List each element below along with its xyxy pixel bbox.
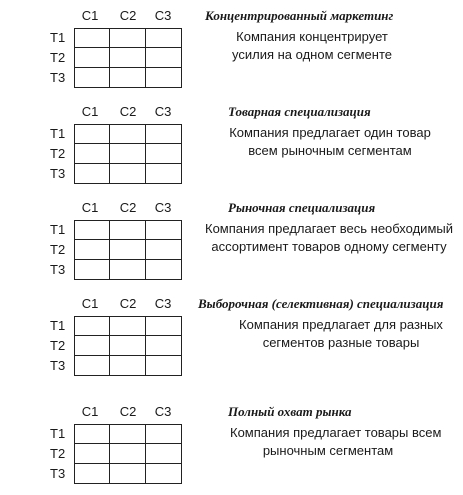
grid-cell (75, 48, 110, 67)
segment-grid (74, 124, 182, 184)
segment-grid (74, 316, 182, 376)
segment-grid (74, 424, 182, 484)
grid-cell (110, 125, 145, 144)
column-header: C3 (154, 296, 172, 311)
grid-cell (110, 356, 145, 375)
row-header: T1 (50, 426, 66, 441)
column-header: C2 (119, 404, 137, 419)
grid-cell (75, 144, 110, 163)
grid-cell (110, 164, 145, 183)
column-header: C3 (154, 404, 172, 419)
column-header: C1 (81, 200, 99, 215)
strategy-description: рыночным сегментам (262, 443, 394, 458)
grid-cell (146, 336, 181, 355)
strategy-title: Товарная специализация (228, 104, 371, 119)
grid-cell (146, 164, 181, 183)
row-header: T3 (50, 466, 66, 481)
grid-cell (146, 444, 181, 463)
row-header: T3 (50, 166, 66, 181)
grid-cell (146, 144, 181, 163)
grid-cell (146, 221, 181, 240)
strategy-description: Компания предлагает товары всем (230, 425, 442, 440)
grid-cell (110, 464, 145, 483)
grid-cell (110, 29, 145, 48)
grid-cell (110, 240, 145, 259)
row-header: T1 (50, 222, 66, 237)
grid-cell (75, 125, 110, 144)
grid-cell (146, 425, 181, 444)
grid-cell (110, 48, 145, 67)
grid-cell (146, 48, 181, 67)
strategy-description: Компания предлагает для разных (239, 317, 443, 332)
grid-cell (110, 336, 145, 355)
segment-grid (74, 220, 182, 280)
grid-cell (146, 464, 181, 483)
strategy-title: Выборочная (селективная) специализация (198, 296, 444, 311)
segment-grid (74, 28, 182, 88)
strategy-description: Компания концентрирует (236, 29, 388, 44)
column-header: C1 (81, 404, 99, 419)
grid-cell (75, 164, 110, 183)
column-header: C1 (81, 296, 99, 311)
row-header: T2 (50, 242, 66, 257)
row-header: T2 (50, 50, 66, 65)
column-header: C2 (119, 200, 137, 215)
strategy-title: Полный охват рынка (228, 404, 352, 419)
strategy-title: Рыночная специализация (228, 200, 376, 215)
grid-cell (146, 317, 181, 336)
column-header: C2 (119, 104, 137, 119)
grid-cell (75, 425, 110, 444)
row-header: T1 (50, 126, 66, 141)
grid-cell (110, 317, 145, 336)
grid-cell (75, 464, 110, 483)
grid-cell (75, 444, 110, 463)
column-header: C2 (119, 296, 137, 311)
grid-cell (110, 425, 145, 444)
strategy-description: Компания предлагает один товар (229, 125, 431, 140)
row-header: T3 (50, 262, 66, 277)
grid-cell (146, 260, 181, 279)
grid-cell (146, 356, 181, 375)
row-header: T2 (50, 338, 66, 353)
column-header: C3 (154, 8, 172, 23)
row-header: T1 (50, 318, 66, 333)
grid-cell (75, 356, 110, 375)
grid-cell (75, 68, 110, 87)
row-header: T3 (50, 70, 66, 85)
column-header: C1 (81, 8, 99, 23)
strategy-description: сегментов разные товары (262, 335, 420, 350)
grid-cell (146, 29, 181, 48)
strategy-title: Концентрированный маркетинг (205, 8, 394, 23)
strategy-description: всем рыночным сегментам (248, 143, 412, 158)
column-header: C3 (154, 104, 172, 119)
strategy-description: ассортимент товаров одному сегменту (211, 239, 447, 254)
row-header: T1 (50, 30, 66, 45)
grid-cell (75, 260, 110, 279)
grid-cell (75, 240, 110, 259)
strategy-description: усилия на одном сегменте (232, 47, 392, 62)
grid-cell (110, 260, 145, 279)
column-header: C2 (119, 8, 137, 23)
grid-cell (110, 221, 145, 240)
strategy-description: Компания предлагает весь необходимый (205, 221, 453, 236)
row-header: T2 (50, 146, 66, 161)
column-header: C3 (154, 200, 172, 215)
row-header: T2 (50, 446, 66, 461)
grid-cell (110, 68, 145, 87)
grid-cell (110, 144, 145, 163)
grid-cell (75, 29, 110, 48)
row-header: T3 (50, 358, 66, 373)
grid-cell (146, 68, 181, 87)
grid-cell (75, 221, 110, 240)
grid-cell (75, 336, 110, 355)
grid-cell (110, 444, 145, 463)
grid-cell (146, 125, 181, 144)
column-header: C1 (81, 104, 99, 119)
grid-cell (75, 317, 110, 336)
grid-cell (146, 240, 181, 259)
